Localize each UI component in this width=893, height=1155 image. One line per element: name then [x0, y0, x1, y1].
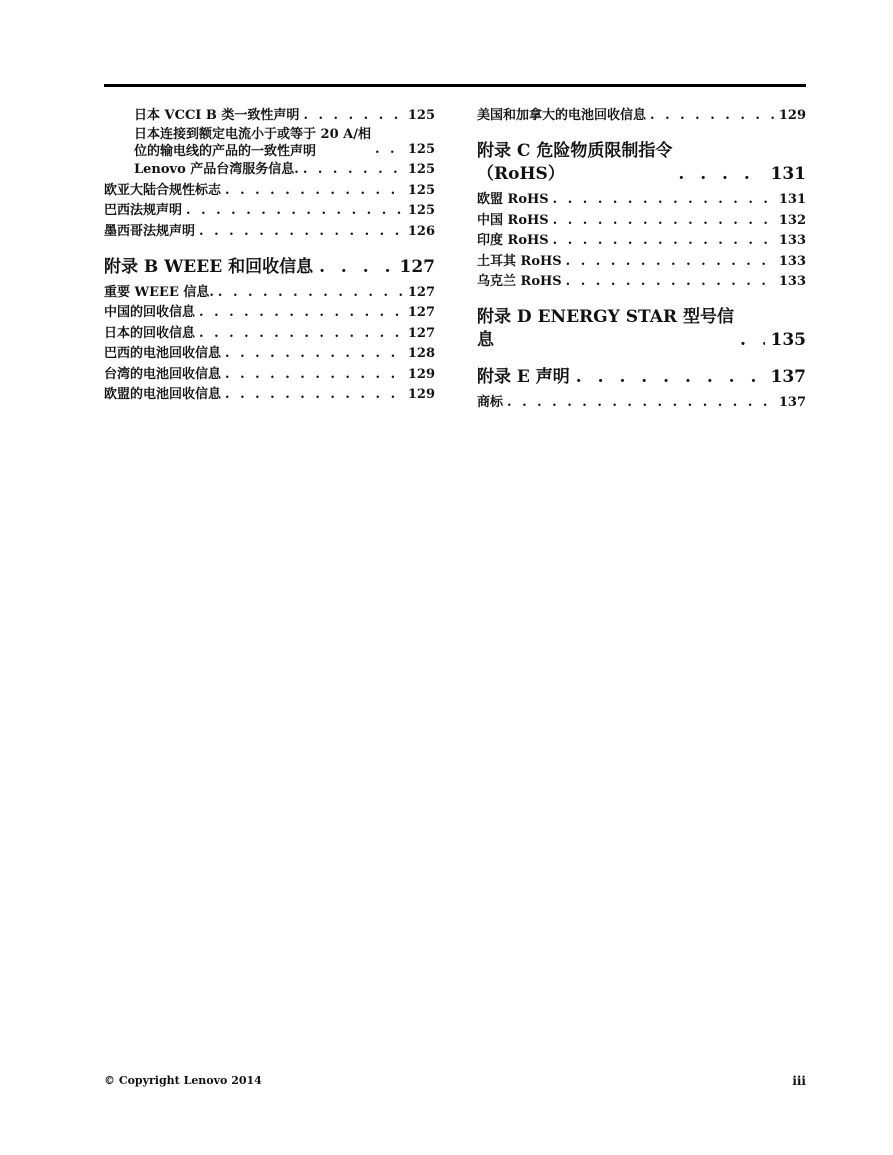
- toc-entry-title: 土耳其 RoHS: [477, 253, 562, 269]
- toc-entry-page: 127: [407, 305, 435, 321]
- toc-leader: [225, 385, 404, 405]
- toc-entry[interactable]: [477, 190, 806, 210]
- toc-entry-page: 125: [407, 162, 435, 178]
- toc-leader: [199, 222, 404, 242]
- toc-entry[interactable]: [477, 211, 806, 231]
- toc-chapter-title-line2: 息: [477, 330, 494, 351]
- toc-leader: [225, 181, 404, 201]
- toc-chapter-title-line2: （RoHS）: [477, 164, 565, 185]
- toc-entry-title: 商标: [477, 395, 504, 411]
- toc-entry-title: 墨西哥法规声明: [104, 223, 196, 239]
- toc-leader: [553, 231, 775, 251]
- toc-entry-title: 巴西法规声明: [104, 203, 183, 219]
- toc-entry[interactable]: [104, 106, 435, 126]
- toc-leader: [678, 163, 764, 186]
- toc-leader: [225, 365, 404, 385]
- toc-leader: [507, 393, 775, 413]
- toc-entry[interactable]: [104, 344, 435, 364]
- toc-chapter-title-line1: 附录 C 危险物质限制指令: [477, 141, 673, 162]
- toc-leader: [375, 140, 404, 160]
- toc-leader: [740, 329, 765, 352]
- toc-leader: [319, 256, 393, 279]
- toc-entry-page: 125: [407, 108, 435, 123]
- toc-entry[interactable]: [477, 231, 806, 251]
- page-number: iii: [792, 1074, 806, 1088]
- toc-entry-page: 125: [407, 142, 435, 157]
- toc-entry-title: 中国的回收信息: [104, 305, 196, 321]
- toc-entry-page: 125: [407, 203, 435, 219]
- toc-entry-page: 129: [407, 366, 435, 382]
- toc-entry[interactable]: [104, 181, 435, 201]
- toc-entry-page: 128: [407, 346, 435, 362]
- toc-entry-title: 中国 RoHS: [477, 212, 549, 228]
- toc-entry-page: 133: [778, 253, 806, 269]
- toc-entry-title-line2: 位的输电线的产品的一致性声明: [134, 144, 317, 160]
- toc-chapter-page: 135: [770, 330, 806, 351]
- toc-entry-page: 133: [778, 274, 806, 290]
- toc-entry-page: 129: [407, 387, 435, 403]
- toc-leader: [553, 211, 775, 231]
- toc-entry[interactable]: [477, 252, 806, 272]
- toc-entry-page: 127: [407, 325, 435, 341]
- toc-entry[interactable]: [104, 303, 435, 323]
- toc-entry-title: 欧盟的电池回收信息: [104, 387, 222, 403]
- toc-entry-title: 美国和加拿大的电池回收信息: [477, 108, 647, 123]
- toc-entry-page: 129: [778, 108, 806, 123]
- toc-chapter-page: 137: [770, 367, 806, 388]
- toc-entry-title: 台湾的电池回收信息: [104, 366, 222, 382]
- toc-entry[interactable]: [477, 272, 806, 292]
- toc-entry-title-line1: 日本连接到额定电流小于或等于 20 A/相: [134, 127, 371, 143]
- toc-entry[interactable]: [104, 385, 435, 405]
- toc-chapter-title: 附录 B WEEE 和回收信息: [104, 257, 314, 278]
- toc-entry[interactable]: [104, 283, 435, 303]
- toc-entry[interactable]: [104, 201, 435, 221]
- toc-entry-title: 日本 VCCI B 类一致性声明: [134, 108, 300, 123]
- toc-entry-page: 126: [407, 223, 435, 239]
- toc-chapter-title: 附录 E 声明: [477, 367, 570, 388]
- toc-entry-title: 欧亚大陆合规性标志: [104, 182, 222, 198]
- toc-chapter-heading[interactable]: [477, 140, 806, 186]
- toc-leader: [199, 324, 404, 344]
- toc-entry-page: 131: [778, 192, 806, 208]
- toc-right-column: [477, 106, 806, 414]
- toc-chapter-heading[interactable]: [477, 366, 806, 389]
- toc-chapter-title-line1: 附录 D ENERGY STAR 型号信: [477, 307, 734, 328]
- toc-entry-page: 137: [778, 395, 806, 411]
- toc-entry[interactable]: [104, 126, 435, 160]
- toc-entry-title: 印度 RoHS: [477, 233, 549, 249]
- toc-entry[interactable]: [104, 222, 435, 242]
- toc-leader: [576, 366, 765, 389]
- toc-leader: [553, 190, 775, 210]
- toc-leader: [303, 106, 403, 126]
- toc-entry-title: 巴西的电池回收信息: [104, 346, 222, 362]
- toc-chapter-page: 127: [399, 257, 435, 278]
- toc-entry-title: 重要 WEEE 信息.: [104, 285, 214, 301]
- header-rule: [104, 84, 806, 87]
- toc-chapter-page: 131: [770, 164, 806, 185]
- toc-entry-page: 125: [407, 182, 435, 198]
- toc-leader: [303, 160, 404, 180]
- toc-leader: [566, 252, 775, 272]
- toc-entry-title: 欧盟 RoHS: [477, 192, 549, 208]
- toc-leader: [225, 344, 404, 364]
- toc-leader: [566, 272, 775, 292]
- toc-chapter-heading[interactable]: [104, 256, 435, 279]
- toc-entry[interactable]: [477, 393, 806, 413]
- toc-left-column: [104, 106, 435, 405]
- toc-leader: [186, 201, 404, 221]
- toc-chapter-title: [477, 306, 734, 352]
- toc-entry-page: 127: [407, 285, 435, 301]
- toc-entry-title: 日本的回收信息: [104, 325, 196, 341]
- toc-leader: [199, 303, 404, 323]
- toc-leader: [650, 106, 775, 126]
- toc-chapter-title: [477, 140, 672, 186]
- toc-entry-title: Lenovo 产品台湾服务信息.: [134, 162, 299, 178]
- toc-entry[interactable]: [477, 106, 806, 126]
- copyright-notice: © Copyright Lenovo 2014: [104, 1074, 262, 1087]
- toc-entry[interactable]: [104, 324, 435, 344]
- toc-entry-page: 133: [778, 233, 806, 249]
- toc-entry-title: [134, 126, 371, 160]
- toc-entry[interactable]: [104, 365, 435, 385]
- toc-chapter-heading[interactable]: [477, 306, 806, 352]
- toc-leader: [218, 283, 404, 303]
- toc-entry-title: 乌克兰 RoHS: [477, 274, 562, 290]
- toc-entry-page: 132: [778, 212, 806, 228]
- toc-entry[interactable]: [104, 160, 435, 180]
